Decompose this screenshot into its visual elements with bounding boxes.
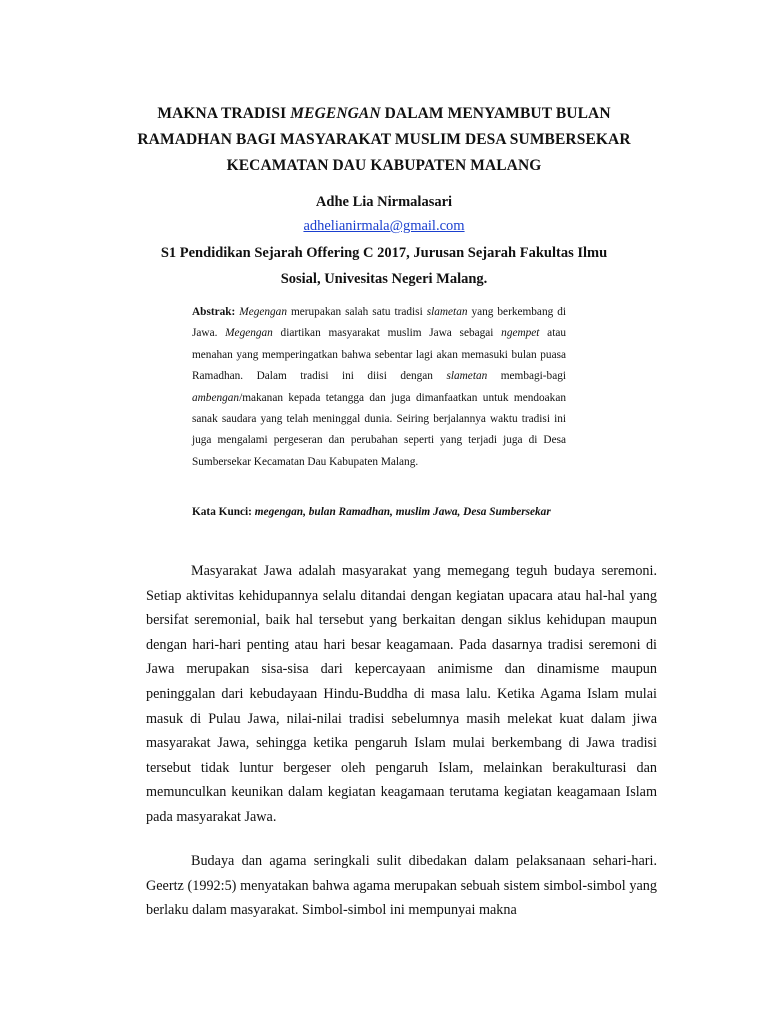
abstract-term: slametan bbox=[446, 370, 488, 383]
title-part2: DALAM MENYAMBUT BULAN RAMADHAN BAGI MASYARAKAT MUSLIM DESA SUMBERSEKAR KECAMATAN DAU KABUPATEN MALANG bbox=[137, 105, 631, 174]
abstract-term: Megengan bbox=[239, 306, 287, 318]
abstract-block bbox=[192, 302, 566, 473]
author-name: Adhe Lia Nirmalasari bbox=[315, 194, 453, 210]
abstract-term: ngempet bbox=[501, 327, 540, 340]
abstract-text: merupakan salah satu tradisi bbox=[286, 306, 427, 318]
keywords-label: Kata Kunci: bbox=[192, 506, 252, 518]
author-affiliation: S1 Pendidikan Sejarah Offering C 2017, Jurusan Sejarah Fakultas Ilmu Sosial, Univesitas Negeri Malang. bbox=[160, 245, 608, 287]
abstract-text: atau menahan yang memperingatkan bahwa sebentar lagi akan memasuki bulan puasa Ramadhan. Dalam tradisi ini diisi dengan bbox=[192, 327, 567, 383]
keywords-values: megengan, bulan Ramadhan, muslim Jawa, Desa Sumbersekar bbox=[251, 506, 551, 518]
abstract-text: /makanan kepada tetangga dan juga dimanfaatkan untuk mendoakan sanak saudara yang telah meninggal dunia. Seiring berjalannya waktu tradisi ini juga mengalami pergeseran dan perubahan seperti yang terjadi juga di Desa Sumbersekar Kecamatan Dau Kabupaten Malang. bbox=[192, 391, 566, 468]
keywords-block bbox=[192, 502, 566, 523]
abstract-term: Megengan bbox=[225, 327, 273, 340]
author-email-link[interactable]: adhelianirmala@gmail.com bbox=[303, 218, 465, 234]
abstract-label: Abstrak: bbox=[192, 306, 236, 318]
abstract-text: membagi-bagi bbox=[487, 370, 567, 383]
abstract-text: diartikan masyarakat muslim Jawa sebagai bbox=[272, 327, 502, 340]
body-paragraph-2: Budaya dan agama seringkali sulit dibedakan dalam pelaksanaan sehari-hari. Geertz (1992:5) menyatakan bahwa agama merupakan sebuah sistem simbol-simbol yang berlaku dalam masyarakat. Simbol-simbol ini mempunyai makna bbox=[146, 853, 657, 919]
paper-title bbox=[110, 101, 658, 179]
abstract-term: slametan bbox=[426, 306, 468, 318]
title-part1: MAKNA TRADISI bbox=[157, 105, 291, 122]
abstract-text: yang berkembang di Jawa. bbox=[192, 306, 567, 340]
abstract-term: ambengan bbox=[192, 391, 240, 404]
body-paragraph-1: Masyarakat Jawa adalah masyarakat yang memegang teguh budaya seremoni. Setiap aktivitas kehidupannya selalu ditandai dengan kegiatan upacara atau hal-hal yang bersifat seremonial, baik hal tersebut yang berkaitan dengan siklus kehidupan maupun dengan hari-hari penting atau hari besar keagamaan. Pada dasarnya tradisi seremoni di Jawa merupakan sisa-sisa dari kepercayaan animisme dan dinamisme maupun peninggalan dari kebudayaan Hindu-Buddha di masa lalu. Ketika Agama Islam mulai masuk di Pulau Jawa, nilai-nilai tradisi sebelumnya masih melekat kuat dalam jiwa masyarakat Jawa, sehingga ketika pengaruh Islam mulai berkembang di Jawa tradisi tersebut tidak luntur bergeser oleh pengaruh Islam, melainkan berakulturasi dan memunculkan keunikan dalam kegiatan keagamaan terutama kegiatan keagamaan Islam pada masyarakat Jawa. bbox=[146, 563, 657, 825]
title-italic: MEGENGAN bbox=[290, 105, 381, 122]
